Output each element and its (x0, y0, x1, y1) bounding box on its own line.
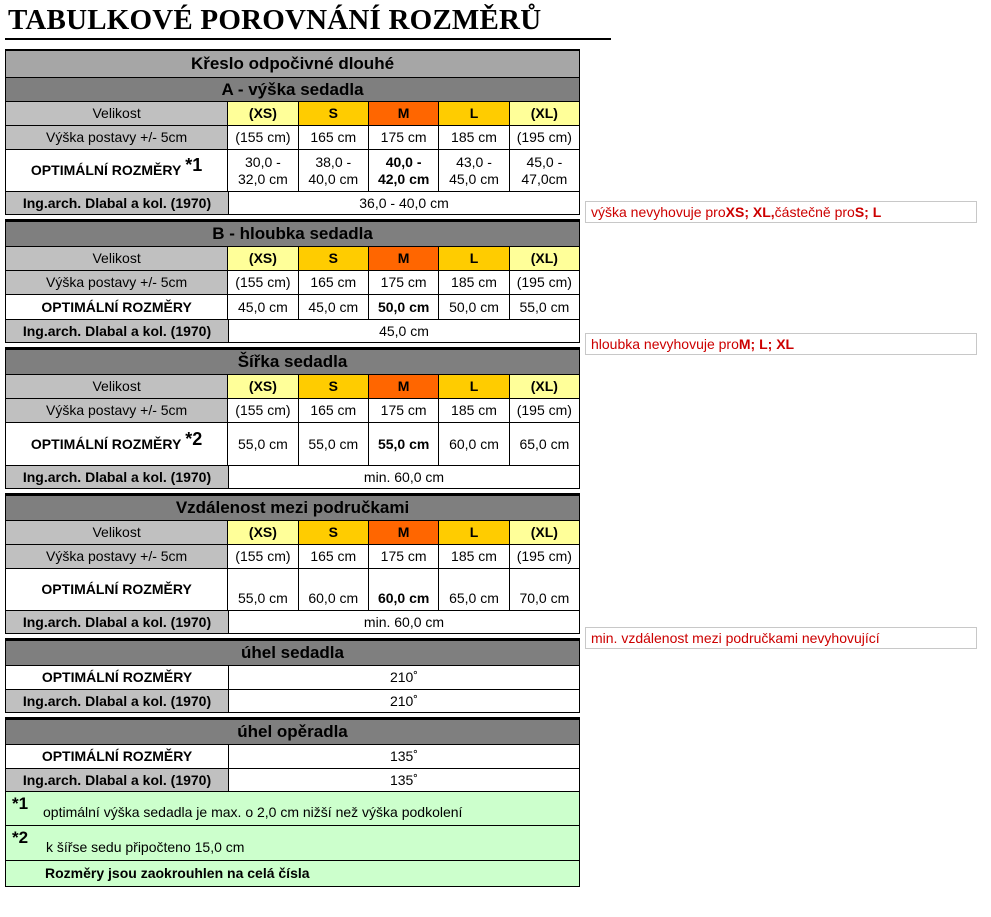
size-s: S (298, 247, 368, 270)
value-line: 43,0 - (456, 153, 492, 170)
size-label: Velikost (6, 375, 227, 398)
value-line: 47,0cm (521, 170, 568, 187)
height-value: 165 cm (298, 399, 368, 422)
note-d (585, 627, 977, 649)
optimal-value: 55,0 cm (298, 423, 368, 465)
footnote-2-marker: *2 (12, 828, 29, 847)
value-line: 45,0 cm (449, 170, 499, 187)
ing-value: 210˚ (228, 690, 579, 712)
height-value: 185 cm (438, 545, 508, 568)
section-c (5, 347, 580, 489)
size-xs: (XS) (227, 247, 297, 270)
size-xs: (XS) (227, 375, 297, 398)
ing-value: 36,0 - 40,0 cm (228, 192, 579, 214)
section-d-heading: Vzdálenost mezi područkami (6, 496, 579, 520)
optimal-label: OPTIMÁLNÍ ROZMĚRY (6, 295, 227, 319)
ing-label: Ing.arch. Dlabal a kol. (1970) (6, 320, 228, 342)
size-s: S (298, 102, 368, 125)
height-value: (195 cm) (509, 545, 579, 568)
optimal-value: 55,0 cm (227, 423, 297, 465)
size-l: L (438, 375, 508, 398)
height-value: 185 cm (438, 271, 508, 294)
size-xs: (XS) (227, 521, 297, 544)
footnote-marker: *1 (185, 155, 203, 175)
height-label: Výška postavy +/- 5cm (6, 126, 227, 149)
height-value: (155 cm) (227, 271, 297, 294)
page-title: TABULKOVÉ POROVNÁNÍ ROZMĚRŮ (8, 4, 542, 36)
height-value: 165 cm (298, 126, 368, 149)
footnote-1-marker: *1 (12, 794, 29, 813)
value-line: 30,0 - (245, 153, 281, 170)
table-title: Křeslo odpočivné dlouhé (6, 51, 579, 77)
size-label: Velikost (6, 102, 227, 125)
footnote-2-text: k šířse sedu připočteno 15,0 cm (46, 839, 245, 855)
size-label: Velikost (6, 521, 227, 544)
optimal-row (6, 294, 579, 319)
size-xl: (XL) (509, 375, 579, 398)
size-xl: (XL) (509, 521, 579, 544)
title-underline (5, 38, 611, 40)
size-l: L (438, 247, 508, 270)
ing-row (6, 768, 579, 791)
optimal-value (227, 150, 297, 191)
size-label: Velikost (6, 247, 227, 270)
optimal-value: 50,0 cm (368, 295, 438, 319)
height-value: 175 cm (368, 126, 438, 149)
optimal-value: 65,0 cm (509, 423, 579, 465)
height-value: (155 cm) (227, 545, 297, 568)
height-value: (155 cm) (227, 126, 297, 149)
note-text: hloubka nevyhovuje pro (591, 336, 739, 352)
optimal-row (6, 422, 579, 465)
note-bold: XS; XL, (725, 204, 775, 220)
section-c-heading: Šířka sedadla (6, 350, 579, 374)
section-a-heading: A - výška sedadla (6, 77, 579, 101)
optimal-value: 45,0 cm (298, 295, 368, 319)
section-f-heading: úhel opěradla (6, 720, 579, 744)
size-l: L (438, 102, 508, 125)
note-text: min. vzdálenost mezi područkami nevyhovující (591, 630, 880, 646)
optimal-label (6, 423, 227, 465)
height-label: Výška postavy +/- 5cm (6, 545, 227, 568)
optimal-value (298, 150, 368, 191)
footnote-1-text: optimální výška sedadla je max. o 2,0 cm nižší než výška podkolení (43, 804, 463, 820)
size-xl: (XL) (509, 102, 579, 125)
height-label: Výška postavy +/- 5cm (6, 399, 227, 422)
value-line: 32,0 cm (238, 170, 288, 187)
ing-label: Ing.arch. Dlabal a kol. (1970) (6, 769, 228, 791)
optimal-row (6, 149, 579, 191)
size-m: M (368, 247, 438, 270)
note-bold: S; L (854, 204, 882, 220)
value-line: 40,0 cm (308, 170, 359, 187)
optimal-label: OPTIMÁLNÍ ROZMĚRY (6, 569, 227, 610)
optimal-value: 55,0 cm (227, 569, 297, 610)
size-m: M (368, 375, 438, 398)
size-m: M (368, 102, 438, 125)
size-row (6, 374, 579, 398)
height-value: (155 cm) (227, 399, 297, 422)
optimal-label-text: OPTIMÁLNÍ ROZMĚRY (30, 435, 182, 452)
value-line: 42,0 cm (377, 170, 430, 187)
ing-row (6, 465, 579, 488)
optimal-value: 50,0 cm (438, 295, 508, 319)
size-row (6, 246, 579, 270)
size-s: S (298, 521, 368, 544)
size-m: M (368, 521, 438, 544)
optimal-value: 60,0 cm (368, 569, 438, 610)
size-row (6, 101, 579, 125)
optimal-value: 45,0 cm (227, 295, 297, 319)
height-value: 165 cm (298, 545, 368, 568)
size-l: L (438, 521, 508, 544)
optimal-row (6, 665, 579, 689)
note-text: výška nevyhovuje pro (591, 204, 726, 220)
ing-row (6, 610, 579, 633)
ing-row (6, 319, 579, 342)
optimal-value: 210˚ (228, 666, 579, 689)
ing-label: Ing.arch. Dlabal a kol. (1970) (6, 192, 228, 214)
ing-label: Ing.arch. Dlabal a kol. (1970) (6, 466, 228, 488)
optimal-value (368, 150, 438, 191)
height-row (6, 270, 579, 294)
optimal-label-text: OPTIMÁLNÍ ROZMĚRY (30, 162, 182, 178)
note-b (585, 333, 977, 355)
ing-value: 135˚ (228, 769, 579, 791)
value-line: 38,0 - (315, 153, 352, 170)
note-text: částečně pro (774, 204, 855, 220)
ing-label: Ing.arch. Dlabal a kol. (1970) (6, 611, 228, 633)
footnote-1 (6, 791, 579, 825)
height-value: 175 cm (368, 545, 438, 568)
optimal-row (6, 744, 579, 768)
optimal-value: 135˚ (228, 745, 579, 768)
height-value: 185 cm (438, 126, 508, 149)
comparison-table (5, 49, 580, 887)
height-value: (195 cm) (509, 399, 579, 422)
value-line: 40,0 - (385, 153, 422, 170)
footnote-3-text: Rozměry jsou zaokrouhlen na celá čísla (45, 865, 310, 881)
section-d (5, 493, 580, 634)
ing-value: 45,0 cm (228, 320, 579, 342)
footnote-3 (6, 860, 579, 886)
height-value: 175 cm (368, 271, 438, 294)
height-row (6, 398, 579, 422)
height-value: (195 cm) (509, 271, 579, 294)
note-a (585, 201, 977, 223)
height-row (6, 544, 579, 568)
size-xs: (XS) (227, 102, 297, 125)
section-e-heading: úhel sedadla (6, 641, 579, 665)
size-s: S (298, 375, 368, 398)
size-row (6, 520, 579, 544)
ing-value: min. 60,0 cm (228, 466, 579, 488)
note-bold: M; L; XL (738, 336, 795, 352)
ing-row (6, 689, 579, 712)
optimal-value (509, 150, 579, 191)
optimal-label: OPTIMÁLNÍ ROZMĚRY (6, 745, 228, 768)
optimal-value: 70,0 cm (509, 569, 579, 610)
footnote-marker: *2 (185, 428, 203, 449)
height-value: 165 cm (298, 271, 368, 294)
optimal-value: 60,0 cm (438, 423, 508, 465)
optimal-value: 55,0 cm (368, 423, 438, 465)
footnote-2 (6, 825, 579, 860)
ing-value: min. 60,0 cm (228, 611, 579, 633)
optimal-value (438, 150, 508, 191)
section-f (5, 717, 580, 887)
ing-row (6, 191, 579, 214)
height-value: 185 cm (438, 399, 508, 422)
value-line: 45,0 - (526, 153, 563, 170)
height-value: (195 cm) (509, 126, 579, 149)
ing-label: Ing.arch. Dlabal a kol. (1970) (6, 690, 228, 712)
height-row (6, 125, 579, 149)
section-b (5, 219, 580, 343)
section-b-heading: B - hloubka sedadla (6, 222, 579, 246)
optimal-label (6, 150, 227, 191)
size-xl: (XL) (509, 247, 579, 270)
optimal-value: 65,0 cm (438, 569, 508, 610)
section-e (5, 638, 580, 713)
height-label: Výška postavy +/- 5cm (6, 271, 227, 294)
section-a (5, 49, 580, 215)
height-value: 175 cm (368, 399, 438, 422)
optimal-row (6, 568, 579, 610)
optimal-value: 55,0 cm (509, 295, 579, 319)
optimal-value: 60,0 cm (298, 569, 368, 610)
optimal-label: OPTIMÁLNÍ ROZMĚRY (6, 666, 228, 689)
